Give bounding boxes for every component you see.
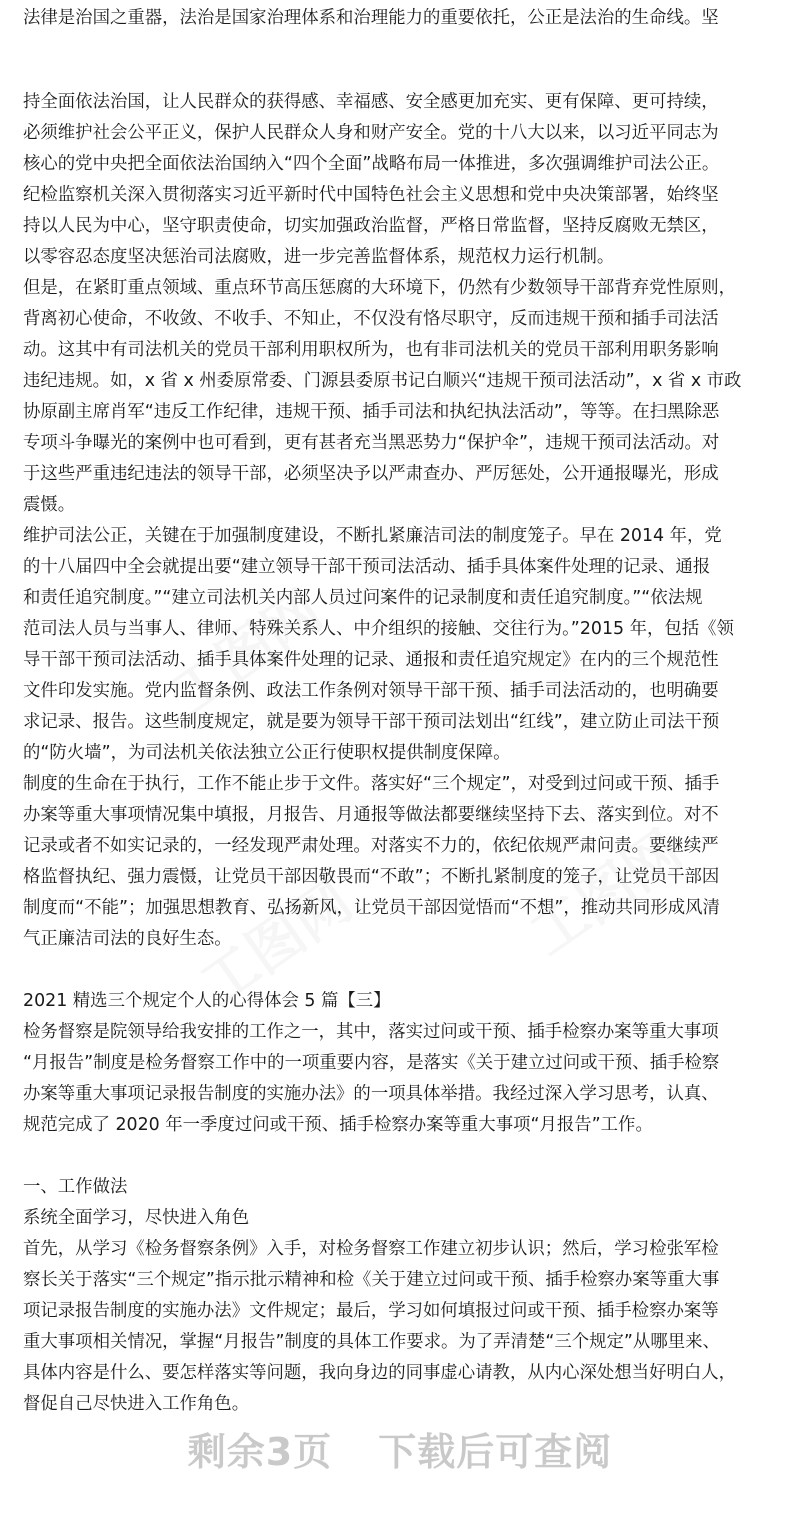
paragraph-line: 办案等重大事项记录报告制度的实施办法》的一项具体举措。我经过深入学习思考，认真、 — [23, 1084, 719, 1104]
remaining-pages-label[interactable]: 剩余3页 — [187, 1429, 333, 1474]
paragraph-line: 求记录、报告。这些制度规定，就是要为领导干部干预司法划出“红线”，建立防止司法干预 — [23, 712, 720, 732]
paragraph-line: 必须维护社会公平正义，保护人民群众人身和财产安全。党的十八大以来，以习近平同志为 — [23, 123, 719, 143]
paragraph-line: 违纪违规。如，x 省 x 州委原常委、门源县委原书记白顺兴“违规干预司法活动”，x 省 x 市政 — [23, 371, 742, 391]
paragraph-line: 但是，在紧盯重点领域、重点环节高压惩腐的大环境下，仍然有少数领导干部背弃党性原则， — [23, 278, 737, 298]
paragraph-line: 专项斗争曝光的案例中也可看到，更有甚者充当黑恶势力“保护伞”，违规干预司法活动。对 — [23, 433, 720, 453]
paragraph-line: 办案等重大事项情况集中填报，月报告、月通报等做法都要继续坚持下去、落实到位。对不 — [23, 805, 719, 825]
paragraph-line: “月报告”制度是检务督察工作中的一项重要内容，是落实《关于建立过问或干预、插手检察 — [23, 1053, 720, 1073]
paragraph-line: 记录或者不如实记录的，一经发现严肃处理。对落实不力的，依纪依规严肃问责。要继续严 — [23, 836, 719, 856]
paragraph-line: 维护司法公正，关键在于加强制度建设，不断扎紧廉洁司法的制度笼子。早在 2014 年，党 — [23, 526, 722, 546]
paragraph-line: 纪检监察机关深入贯彻落实习近平新时代中国特色社会主义思想和党中央决策部署，始终坚 — [23, 185, 719, 205]
paragraph-line: 检务督察是院领导给我安排的工作之一，其中，落实过问或干预、插手检察办案等重大事项 — [23, 1022, 719, 1042]
paragraph-line: 气正廉洁司法的良好生态。 — [23, 929, 232, 949]
paragraph-line: 规范完成了 2020 年一季度过问或干预、插手检察办案等重大事项“月报告”工作。 — [23, 1115, 653, 1135]
section-title: 2021 精选三个规定个人的心得体会 5 篇【三】 — [23, 991, 391, 1011]
paragraph-line: 范司法人员与当事人、律师、特殊关系人、中介组织的接触、交往行为。”2015 年，包括《领 — [23, 619, 734, 639]
paragraph-line: 制度而“不能”；加强思想教育、弘扬新风，让党员干部因觉悟而“不想”，推动共同形成风清 — [23, 898, 720, 918]
paragraph-line: 于这些严重违纪违法的领导干部，必须坚决予以严肃查办、严厉惩处，公开通报曝光，形成 — [23, 464, 719, 484]
paragraph-line: 具体内容是什么、要怎样落实等问题，我向身边的同事虚心请教，从内心深处想当好明白人， — [23, 1363, 737, 1383]
paragraph-line: 背离初心使命，不收敛、不收手、不知止，不仅没有恪尽职守，反而违规干预和插手司法活 — [23, 309, 719, 329]
subheading: 系统全面学习，尽快进入角色 — [23, 1208, 250, 1228]
paragraph-line: 文件印发实施。党内监督条例、政法工作条例对领导干部干预、插手司法活动的，也明确要 — [23, 681, 719, 701]
download-to-view-label[interactable]: 下载后可查阅 — [378, 1429, 613, 1474]
paragraph-line: 和责任追究制度。”“建立司法机关内部人员过问案件的记录制度和责任追究制度。”“依法规 — [23, 588, 703, 608]
paragraph-line: 督促自己尽快进入工作角色。 — [23, 1394, 250, 1414]
paragraph-line: 动。这其中有司法机关的党员干部利用职权所为，也有非司法机关的党员干部利用职务影响 — [23, 340, 719, 360]
paragraph-line: 震慑。 — [23, 495, 76, 515]
paragraph-line: 导干部干预司法活动、插手具体案件处理的记录、通报和责任追究规定》在内的三个规范性 — [23, 650, 719, 670]
download-banner[interactable] — [0, 1418, 800, 1478]
paragraph-line: 察长关于落实“三个规定”指示批示精神和检《关于建立过问或干预、插手检察办案等重大事 — [23, 1270, 720, 1290]
paragraph-line: 重大事项相关情况，掌握“月报告”制度的具体工作要求。为了弄清楚“三个规定”从哪里来、 — [23, 1332, 720, 1352]
paragraph-line: 首先，从学习《检务督察条例》入手，对检务督察工作建立初步认识；然后，学习检张军检 — [23, 1239, 719, 1259]
paragraph-line: 的“防火墙”，为司法机关依法独立公正行使职权提供制度保障。 — [23, 743, 511, 763]
paragraph-line: 格监督执纪、强力震慑，让党员干部因敬畏而“不敢”；不断扎紧制度的笼子，让党员干部因 — [23, 867, 720, 887]
paragraph-line: 核心的党中央把全面依法治国纳入“四个全面”战略布局一体推进，多次强调维护司法公正。 — [23, 154, 720, 174]
paragraph-line: 协原副主席肖军“违反工作纪律，违规干预、插手司法和执纪执法活动”，等等。在扫黑除恶 — [23, 402, 720, 422]
paragraph-line: 项记录报告制度的实施办法》文件规定；最后，学习如何填报过问或干预、插手检察办案等 — [23, 1301, 719, 1321]
paragraph-line: 持全面依法治国，让人民群众的获得感、幸福感、安全感更加充实、更有保障、更可持续， — [23, 92, 719, 112]
paragraph-line: 的十八届四中全会就提出要“建立领导干部干预司法活动、插手具体案件处理的记录、通报 — [23, 557, 711, 577]
section-heading: 一、工作做法 — [23, 1177, 128, 1197]
paragraph-line: 法律是治国之重器，法治是国家治理体系和治理能力的重要依托，公正是法治的生命线。坚 — [23, 8, 719, 28]
paragraph-line: 持以人民为中心，坚守职责使命，切实加强政治监督，严格日常监督，坚持反腐败无禁区， — [23, 216, 719, 236]
paragraph-line: 以零容忍态度坚决惩治司法腐败，进一步完善监督体系，规范权力运行机制。 — [23, 247, 615, 267]
paragraph-line: 制度的生命在于执行，工作不能止步于文件。落实好“三个规定”，对受到过问或干预、插手 — [23, 774, 720, 794]
